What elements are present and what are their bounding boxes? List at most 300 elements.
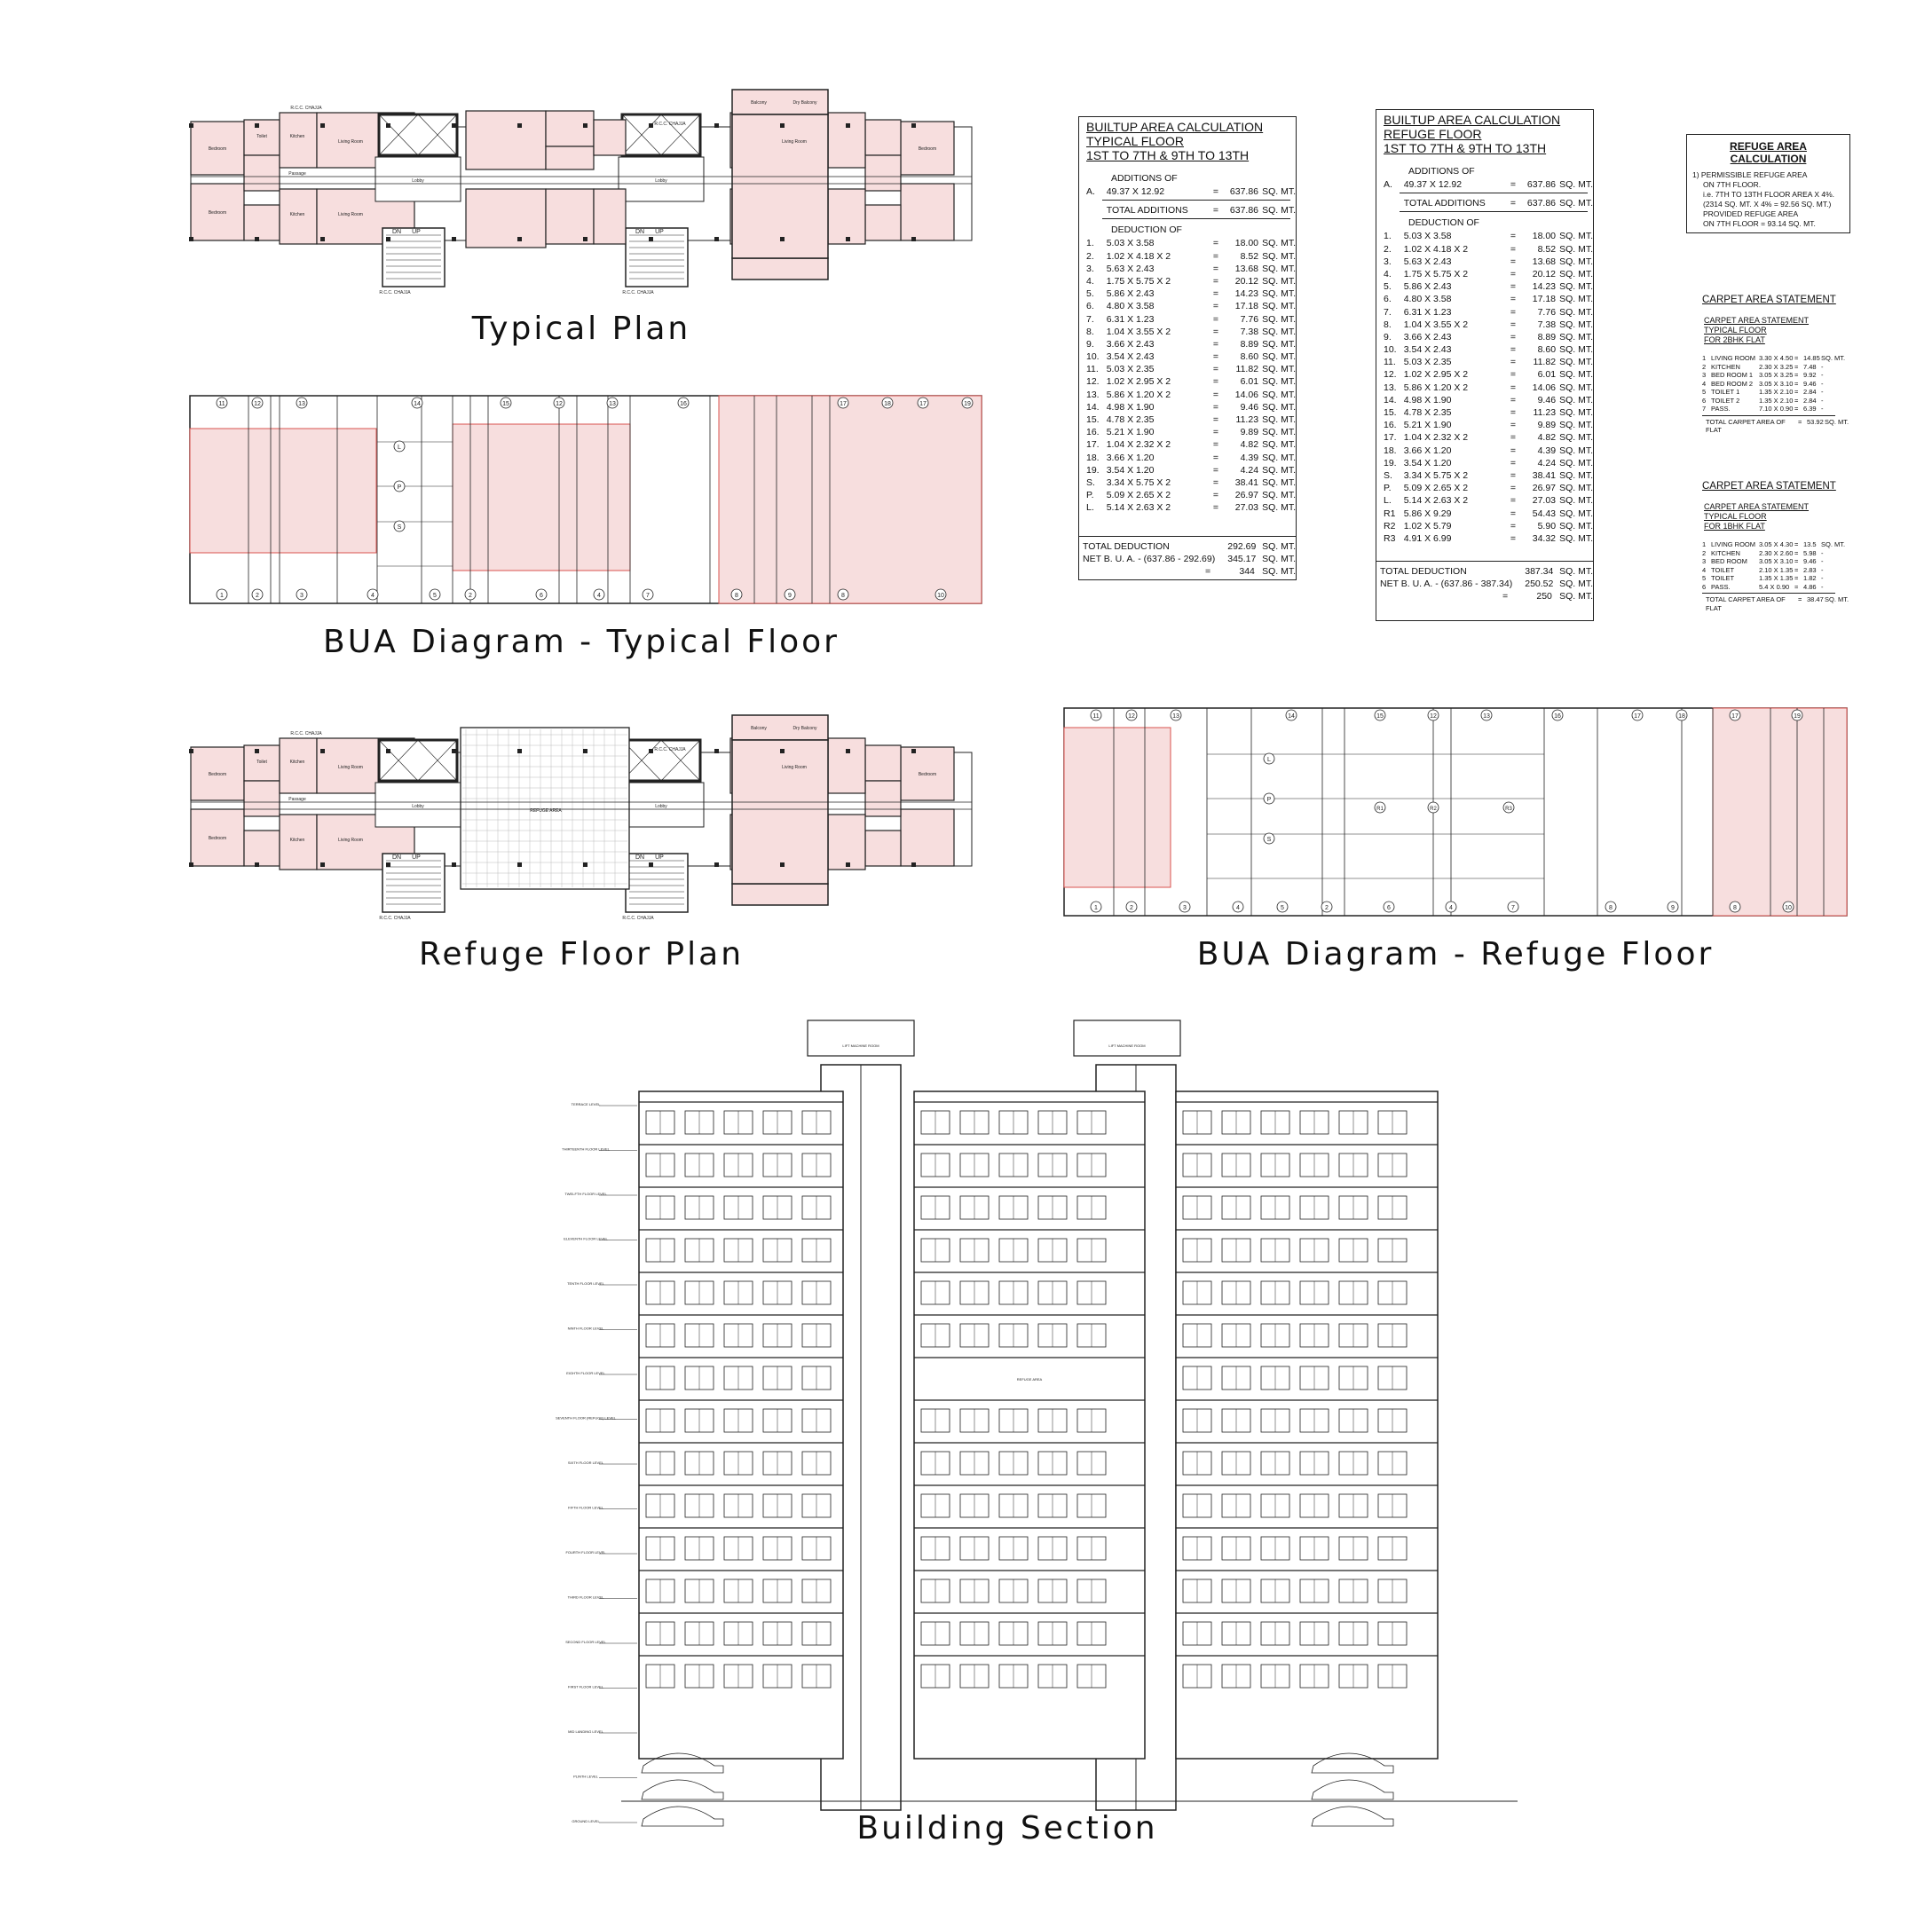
lift-core (622, 740, 700, 781)
deduction-label: DEDUCTION OF (1408, 217, 1479, 229)
column (255, 749, 259, 753)
lift-machine-room-label: LIFT MACHINE ROOM (842, 1043, 879, 1048)
column (255, 862, 259, 867)
refuge-calc-line: (2314 SQ. MT. X 4% = 92.56 SQ. MT.) (1703, 200, 1832, 209)
deduction-row: 13. 5.86 X 1.20 X 2 = 14.06 SQ. MT. (1086, 389, 1296, 400)
deduction-row: R3 4.91 X 6.99 = 34.32 SQ. MT. (1384, 532, 1593, 544)
level-label: NINTH FLOOR LEVEL (567, 1326, 604, 1331)
deduction-row: 3. 5.63 X 2.43 = 13.68 SQ. MT. (1086, 263, 1296, 274)
level-label: SECOND FLOOR LEVEL (565, 1640, 606, 1644)
bua-mark-label: 4 (1236, 905, 1240, 911)
column (714, 123, 719, 128)
carpet-total-row: TOTAL CARPET AREA OF FLAT = 38.47 SQ. MT. (1706, 595, 1849, 612)
balcony-label: Balcony (751, 726, 767, 731)
bua-mark-label: 12 (254, 401, 261, 407)
balcony (732, 258, 828, 280)
deduction-row: 8. 1.04 X 3.55 X 2 = 7.38 SQ. MT. (1384, 319, 1593, 330)
room (865, 831, 901, 866)
bua-mark-label: 6 (1387, 905, 1391, 911)
column (911, 237, 916, 241)
bua-mark-label: 17 (919, 401, 927, 407)
column (846, 749, 850, 753)
car-icon (642, 1780, 723, 1799)
column (780, 237, 785, 241)
column (649, 749, 653, 753)
carpet-sub-2: TYPICAL FLOOR (1704, 326, 1767, 335)
bua-mark-label: 7 (1511, 905, 1515, 911)
bua-mark-label: R2 (1430, 807, 1437, 812)
bua-zone (1064, 728, 1171, 887)
room (244, 831, 280, 866)
bua-typical-caption: BUA Diagram - Typical Floor (323, 624, 840, 660)
stair-up-label: UP (655, 854, 664, 861)
building-section-drawing (532, 1012, 1526, 1828)
refuge-floor-plan-drawing (173, 710, 998, 949)
bua-mark-label: 9 (788, 593, 792, 599)
bedroom-label: Bedroom (208, 210, 227, 216)
bua-mark-label: 14 (1288, 713, 1295, 720)
deduction-row: 12. 1.02 X 2.95 X 2 = 6.01 SQ. MT. (1086, 376, 1296, 388)
bua-mark-label: P (1266, 797, 1272, 803)
car-icon (1312, 1807, 1393, 1826)
column (846, 123, 850, 128)
refuge-area-label: REFUGE AREA (1016, 1377, 1043, 1382)
column (517, 237, 522, 241)
bua-zone (719, 396, 982, 603)
level-label: FIFTH FLOOR LEVEL (568, 1505, 603, 1510)
column (714, 749, 719, 753)
bua-mark-label: 18 (884, 401, 891, 407)
level-label: THIRD FLOOR LEVEL (567, 1594, 604, 1600)
deduction-row: 14. 4.98 X 1.90 = 9.46 SQ. MT. (1384, 394, 1593, 405)
deduction-row: P. 5.09 X 2.65 X 2 = 26.97 SQ. MT. (1384, 483, 1593, 494)
column (255, 237, 259, 241)
bua-mark-label: 2 (1130, 905, 1133, 911)
passage-label: Passage (288, 171, 306, 177)
refuge-calc-line: ON 7TH FLOOR = 93.14 SQ. MT. (1703, 219, 1816, 228)
column (320, 749, 325, 753)
bua-mark-label: 1 (1094, 905, 1098, 911)
chajja-label: R.C.C. CHAJJA (654, 122, 686, 127)
staircase (382, 228, 445, 287)
room (828, 113, 865, 168)
bua-refuge-caption: BUA Diagram - Refuge Floor (1196, 936, 1715, 972)
column (583, 123, 587, 128)
kitchen-label: Kitchen (289, 760, 305, 765)
column (320, 237, 325, 241)
bedroom-label: Bedroom (208, 146, 227, 152)
column (649, 123, 653, 128)
bua-mark-label: 14 (414, 401, 421, 407)
lobby-label: Lobby (412, 178, 424, 184)
column (386, 749, 390, 753)
chajja-label: R.C.C. CHAJJA (290, 106, 322, 111)
chajja-label: R.C.C. CHAJJA (379, 916, 411, 921)
stair-dn-label: DN (391, 854, 402, 861)
bua-mark-label: 17 (1731, 713, 1739, 720)
bua-mark-label: 13 (1172, 713, 1179, 720)
level-label: PLINTH LEVEL (573, 1774, 598, 1779)
carpet-row: 4 BED ROOM 2 3.05 X 3.10 = 9.46 - (1702, 379, 1824, 388)
bua-mark-label: S (1266, 837, 1272, 843)
bedroom-label: Bedroom (208, 836, 227, 841)
column (780, 862, 785, 867)
deduction-row: L. 5.14 X 2.63 X 2 = 27.03 SQ. MT. (1384, 495, 1593, 507)
column (780, 123, 785, 128)
level-label: FIRST FLOOR LEVEL (568, 1684, 603, 1689)
column (846, 862, 850, 867)
stair-up-label: UP (412, 854, 421, 861)
deduction-row: 1. 5.03 X 3.58 = 18.00 SQ. MT. (1086, 238, 1296, 249)
deduction-row: 13. 5.86 X 1.20 X 2 = 14.06 SQ. MT. (1384, 382, 1593, 393)
room (865, 205, 901, 240)
column (517, 123, 522, 128)
lift-machine-room (1074, 1020, 1180, 1056)
bua-mark-label: 3 (300, 593, 304, 599)
column (189, 749, 193, 753)
deduction-row: 10. 3.54 X 2.43 = 8.60 SQ. MT. (1086, 351, 1296, 363)
lobby-label: Lobby (655, 804, 667, 809)
column (386, 237, 390, 241)
bua-mark-label: R1 (1376, 807, 1384, 812)
column (583, 862, 587, 867)
room (901, 184, 954, 240)
bedroom-label: Bedroom (918, 772, 937, 777)
column (714, 237, 719, 241)
living-label: Living Room (338, 212, 363, 217)
column (320, 862, 325, 867)
bua-mark-label: 10 (1785, 905, 1792, 911)
carpet-sub-3: FOR 1BHK FLAT (1704, 522, 1765, 531)
deduction-row: 1. 5.03 X 3.58 = 18.00 SQ. MT. (1384, 231, 1593, 242)
deduction-row: 10. 3.54 X 2.43 = 8.60 SQ. MT. (1384, 344, 1593, 356)
net-bua-row: NET B. U. A. - (637.86 - 292.69) 345.17 SQ. MT. (1083, 553, 1297, 564)
bua-mark-label: 2 (469, 593, 472, 599)
bedroom-label: Bedroom (918, 146, 937, 152)
staircase (626, 854, 688, 912)
column (255, 123, 259, 128)
chajja-label: R.C.C. CHAJJA (654, 747, 686, 752)
additions-label: ADDITIONS OF (1111, 173, 1178, 184)
panel-subtitle: TYPICAL FLOOR (1086, 134, 1184, 148)
bua-mark-label: P (397, 484, 402, 491)
bua-mark-label: 10 (937, 593, 944, 599)
bua-mark-label: R3 (1505, 807, 1512, 812)
deduction-row: 12. 1.02 X 2.95 X 2 = 6.01 SQ. MT. (1384, 369, 1593, 381)
addition-row: A. 49.37 X 12.92 = 637.86 SQ. MT. (1086, 186, 1296, 197)
balcony-label: Balcony (751, 100, 767, 106)
level-label: FOURTH FLOOR LEVEL (565, 1550, 606, 1555)
deduction-row: 5. 5.86 X 2.43 = 14.23 SQ. MT. (1086, 288, 1296, 300)
carpet-area-2bhk (1702, 295, 1853, 435)
deduction-row: 5. 5.86 X 2.43 = 14.23 SQ. MT. (1384, 281, 1593, 293)
chajja-label: R.C.C. CHAJJA (622, 290, 654, 295)
bua-mark-label: 12 (1128, 713, 1135, 720)
bua-mark-label: 16 (1554, 713, 1561, 720)
refuge-calc-line: PROVIDED REFUGE AREA (1703, 209, 1799, 218)
carpet-area-1bhk (1702, 481, 1853, 612)
deduction-row: 19. 3.54 X 1.20 = 4.24 SQ. MT. (1086, 464, 1296, 476)
dry-balcony-label: Dry Balcony (793, 726, 817, 731)
level-label: SEVENTH FLOOR (REFUGE) LEVEL (556, 1415, 616, 1421)
column (649, 862, 653, 867)
bua-mark-label: 13 (1483, 713, 1490, 720)
living-label: Living Room (338, 765, 363, 770)
column (911, 862, 916, 867)
level-label: TWELFTH FLOOR LEVEL (564, 1192, 607, 1196)
deduction-row: 11. 5.03 X 2.35 = 11.82 SQ. MT. (1384, 357, 1593, 368)
carpet-row: 3 BED ROOM 3.05 X 3.10 = 9.46 - (1702, 557, 1824, 565)
deduction-row: S. 3.34 X 5.75 X 2 = 38.41 SQ. MT. (1086, 476, 1296, 488)
stair-dn-label: DN (635, 229, 645, 235)
level-label: SIXTH FLOOR LEVEL (567, 1461, 604, 1465)
living-label: Living Room (782, 139, 807, 145)
total-deduction-row: TOTAL DEDUCTION 292.69 SQ. MT. (1083, 540, 1297, 552)
bua-mark-label: 7 (646, 593, 650, 599)
lift-core (379, 114, 457, 155)
carpet-row: 5 TOILET 1.35 X 1.35 = 1.82 - (1702, 574, 1824, 582)
deduction-row: R2 1.02 X 5.79 = 5.90 SQ. MT. (1384, 520, 1593, 531)
deduction-row: 19. 3.54 X 1.20 = 4.24 SQ. MT. (1384, 457, 1593, 468)
bedroom-label: Bedroom (208, 772, 227, 777)
bua-mark-label: S (397, 524, 402, 531)
deduction-row: 15. 4.78 X 2.35 = 11.23 SQ. MT. (1384, 407, 1593, 418)
addition-row: A. 49.37 X 12.92 = 637.86 SQ. MT. (1384, 179, 1593, 190)
bua-mark-label: 9 (1671, 905, 1675, 911)
chajja-label: R.C.C. CHAJJA (379, 290, 411, 295)
lift-machine-room (808, 1020, 914, 1056)
level-label: EIGHTH FLOOR LEVEL (566, 1371, 605, 1375)
stair-dn-label: DN (391, 229, 402, 235)
column (911, 749, 916, 753)
bua-mark-label: 13 (298, 401, 305, 407)
column (714, 862, 719, 867)
bua-mark-label: 2 (1325, 905, 1329, 911)
bua-calc-typical-panel (1078, 116, 1297, 580)
refuge-calc-title: REFUGE AREA CALCULATION (1730, 140, 1807, 165)
bua-zone (453, 424, 630, 571)
bua-mark-label: L (398, 445, 401, 451)
column (452, 123, 456, 128)
bua-mark-label: 6 (540, 593, 543, 599)
deduction-row: P. 5.09 X 2.65 X 2 = 26.97 SQ. MT. (1086, 490, 1296, 501)
total-additions-row: TOTAL ADDITIONS = 637.86 SQ. MT. (1403, 198, 1593, 209)
bua-typical-diagram (186, 389, 985, 612)
room (865, 155, 901, 191)
bua-mark-label: 5 (1281, 905, 1284, 911)
deduction-row: 16. 5.21 X 1.90 = 9.89 SQ. MT. (1384, 420, 1593, 431)
panel-subtitle: REFUGE FLOOR (1384, 127, 1482, 141)
column (189, 237, 193, 241)
carpet-row: 1 LIVING ROOM 3.05 X 4.30 = 13.5 SQ. MT. (1702, 540, 1846, 548)
room (546, 146, 594, 169)
bua-mark-label: 16 (680, 401, 687, 407)
stair-dn-label: DN (635, 854, 645, 861)
room (466, 111, 546, 169)
kitchen-label: Kitchen (289, 838, 305, 843)
refuge-plan-caption: Refuge Floor Plan (418, 936, 745, 972)
room (244, 205, 280, 240)
staircase (382, 854, 445, 912)
level-label: THIRTEENTH FLOOR LEVEL (562, 1146, 610, 1152)
deduction-row: 2. 1.02 X 4.18 X 2 = 8.52 SQ. MT. (1086, 250, 1296, 262)
column (846, 237, 850, 241)
column (452, 862, 456, 867)
kitchen-label: Kitchen (289, 134, 305, 139)
room (732, 114, 828, 258)
refuge-area-label: REFUGE AREA (530, 808, 562, 814)
lift-machine-room-label: LIFT MACHINE ROOM (1108, 1043, 1146, 1048)
deduction-row: 18. 3.66 X 1.20 = 4.39 SQ. MT. (1086, 452, 1296, 463)
deduction-row: 14. 4.98 X 1.90 = 9.46 SQ. MT. (1086, 401, 1296, 413)
deduction-row: 6. 4.80 X 3.58 = 17.18 SQ. MT. (1086, 301, 1296, 312)
typical-plan-caption: Typical Plan (471, 311, 691, 347)
refuge-calc-line: ON 7TH FLOOR. (1703, 180, 1762, 189)
carpet-sub: CARPET AREA STATEMENT (1704, 502, 1810, 511)
total-deduction-row: TOTAL DEDUCTION 387.34 SQ. MT. (1380, 566, 1594, 578)
room (865, 781, 901, 816)
stair-up-label: UP (655, 229, 664, 235)
bua-zone (190, 429, 376, 553)
level-label: TERRACE LEVEL (571, 1102, 601, 1106)
panel-title: BUILTUP AREA CALCULATION (1384, 113, 1561, 127)
net-bua-row: NET B. U. A. - (637.86 - 387.34) 250.52 SQ. MT. (1380, 579, 1594, 590)
toilet-label: Toilet (256, 134, 267, 139)
carpet-row: 5 TOILET 1 1.35 X 2.10 = 2.84 - (1702, 388, 1824, 396)
deduction-label: DEDUCTION OF (1111, 224, 1182, 236)
chajja-label: R.C.C. CHAJJA (622, 916, 654, 921)
bua-mark-label: L (1267, 757, 1271, 763)
living-label: Living Room (338, 838, 363, 843)
toilet-label: Toilet (256, 760, 267, 765)
bua-mark-label: 8 (735, 593, 738, 599)
bua-refuge-diagram (1061, 701, 1850, 923)
deduction-row: 6. 4.80 X 3.58 = 17.18 SQ. MT. (1384, 294, 1593, 305)
deduction-row: S. 3.34 X 5.75 X 2 = 38.41 SQ. MT. (1384, 469, 1593, 481)
bua-mark-label: 8 (841, 593, 845, 599)
stair-up-label: UP (412, 229, 421, 235)
deduction-list (1079, 237, 1296, 514)
bua-mark-label: 4 (1449, 905, 1453, 911)
bua-mark-label: 19 (964, 401, 971, 407)
bua-mark-label: 17 (840, 401, 847, 407)
bua-mark-label: 18 (1678, 713, 1685, 720)
level-label: TENTH FLOOR LEVEL (567, 1281, 604, 1286)
bua-mark-label: 3 (1183, 905, 1187, 911)
balcony (732, 884, 828, 905)
room (244, 155, 280, 191)
room (901, 809, 954, 866)
deduction-row: 7. 6.31 X 1.23 = 7.76 SQ. MT. (1384, 306, 1593, 318)
deduction-row: 15. 4.78 X 2.35 = 11.23 SQ. MT. (1086, 414, 1296, 425)
column (780, 749, 785, 753)
room (828, 815, 865, 870)
carpet-row: 4 TOILET 2.10 X 1.35 = 2.83 - (1702, 565, 1824, 574)
refuge-calc-lines (1692, 170, 1844, 229)
deduction-row: 17. 1.04 X 2.32 X 2 = 4.82 SQ. MT. (1086, 439, 1296, 451)
deduction-row: 11. 5.03 X 2.35 = 11.82 SQ. MT. (1086, 364, 1296, 375)
net-bua-rounded-row: = 250 SQ. MT. (1502, 591, 1593, 602)
carpet-sub: CARPET AREA STATEMENT (1704, 316, 1810, 325)
living-label: Living Room (782, 765, 807, 770)
bua-mark-label: 11 (1092, 713, 1100, 720)
carpet-row: 1 LIVING ROOM 3.30 X 4.50 = 14.85 SQ. MT. (1702, 354, 1846, 362)
column (386, 862, 390, 867)
room (594, 189, 626, 244)
deduction-row: R1 5.86 X 9.29 = 54.43 SQ. MT. (1384, 508, 1593, 519)
room (546, 189, 594, 244)
carpet-row: 6 TOILET 2 1.35 X 2.10 = 2.84 - (1702, 396, 1824, 405)
passage-label: Passage (288, 797, 306, 802)
total-additions-row: TOTAL ADDITIONS = 637.86 SQ. MT. (1106, 205, 1296, 217)
deduction-row: 9. 3.66 X 2.43 = 8.89 SQ. MT. (1384, 331, 1593, 342)
carpet-heading: CARPET AREA STATEMENT (1702, 481, 1836, 492)
column (189, 123, 193, 128)
carpet-row: 3 BED ROOM 1 3.05 X 3.25 = 9.92 - (1702, 371, 1824, 379)
bua-mark-label: 8 (1733, 905, 1737, 911)
column (386, 123, 390, 128)
room (594, 120, 626, 155)
column (320, 123, 325, 128)
panel-subtitle-2: 1ST TO 7TH & 9TH TO 13TH (1384, 141, 1547, 155)
deduction-row: 8. 1.04 X 3.55 X 2 = 7.38 SQ. MT. (1086, 326, 1296, 337)
bua-mark-label: 1 (220, 593, 224, 599)
carpet-row: 6 PASS. 5.4 X 0.90 = 4.86 - (1702, 582, 1824, 591)
refuge-calc-line: i.e. 7TH TO 13TH FLOOR AREA X 4%. (1703, 190, 1835, 199)
carpet-row: 2 KITCHEN 2.30 X 2.60 = 5.98 - (1702, 548, 1824, 557)
room (828, 738, 865, 793)
carpet-total-row: TOTAL CARPET AREA OF FLAT = 53.92 SQ. MT. (1706, 417, 1849, 434)
deduction-row: 17. 1.04 X 2.32 X 2 = 4.82 SQ. MT. (1384, 432, 1593, 444)
column (517, 862, 522, 867)
carpet-row: 7 PASS. 7.10 X 0.90 = 6.39 - (1702, 405, 1824, 413)
bua-mark-label: 12 (1430, 713, 1437, 720)
room (865, 120, 901, 155)
bua-mark-label: 2 (256, 593, 259, 599)
level-label: GROUND LEVEL (572, 1819, 600, 1823)
room (244, 781, 280, 816)
carpet-sub-2: TYPICAL FLOOR (1704, 512, 1767, 521)
lobby-label: Lobby (412, 804, 424, 809)
bua-mark-label: 19 (1794, 713, 1801, 720)
deduction-row: 18. 3.66 X 1.20 = 4.39 SQ. MT. (1384, 445, 1593, 456)
bua-mark-label: 5 (433, 593, 437, 599)
net-bua-rounded-row: = 344 SQ. MT. (1204, 565, 1296, 577)
column (452, 749, 456, 753)
carpet-sub-3: FOR 2BHK FLAT (1704, 335, 1765, 344)
staircase (626, 228, 688, 287)
deduction-row: L. 5.14 X 2.63 X 2 = 27.03 SQ. MT. (1086, 502, 1296, 514)
deduction-row: 4. 1.75 X 5.75 X 2 = 20.12 SQ. MT. (1086, 275, 1296, 287)
lift-core (622, 114, 700, 155)
room (280, 113, 317, 168)
deduction-row: 16. 5.21 X 1.90 = 9.89 SQ. MT. (1086, 427, 1296, 438)
panel-subtitle-2: 1ST TO 7TH & 9TH TO 13TH (1086, 148, 1250, 162)
bua-mark-label: 8 (1609, 905, 1613, 911)
column (189, 862, 193, 867)
deduction-row: 4. 1.75 X 5.75 X 2 = 20.12 SQ. MT. (1384, 268, 1593, 280)
bua-mark-label: 13 (609, 401, 616, 407)
lobby-label: Lobby (655, 178, 667, 184)
additions-label: ADDITIONS OF (1408, 166, 1475, 177)
room (732, 740, 828, 884)
level-label: ELEVENTH FLOOR LEVEL (564, 1236, 608, 1241)
bua-mark-label: 12 (556, 401, 563, 407)
bua-calc-refuge-panel (1376, 109, 1594, 621)
bua-mark-label: 15 (1376, 713, 1384, 720)
room (546, 111, 594, 146)
deduction-row: 2. 1.02 X 4.18 X 2 = 8.52 SQ. MT. (1384, 243, 1593, 255)
